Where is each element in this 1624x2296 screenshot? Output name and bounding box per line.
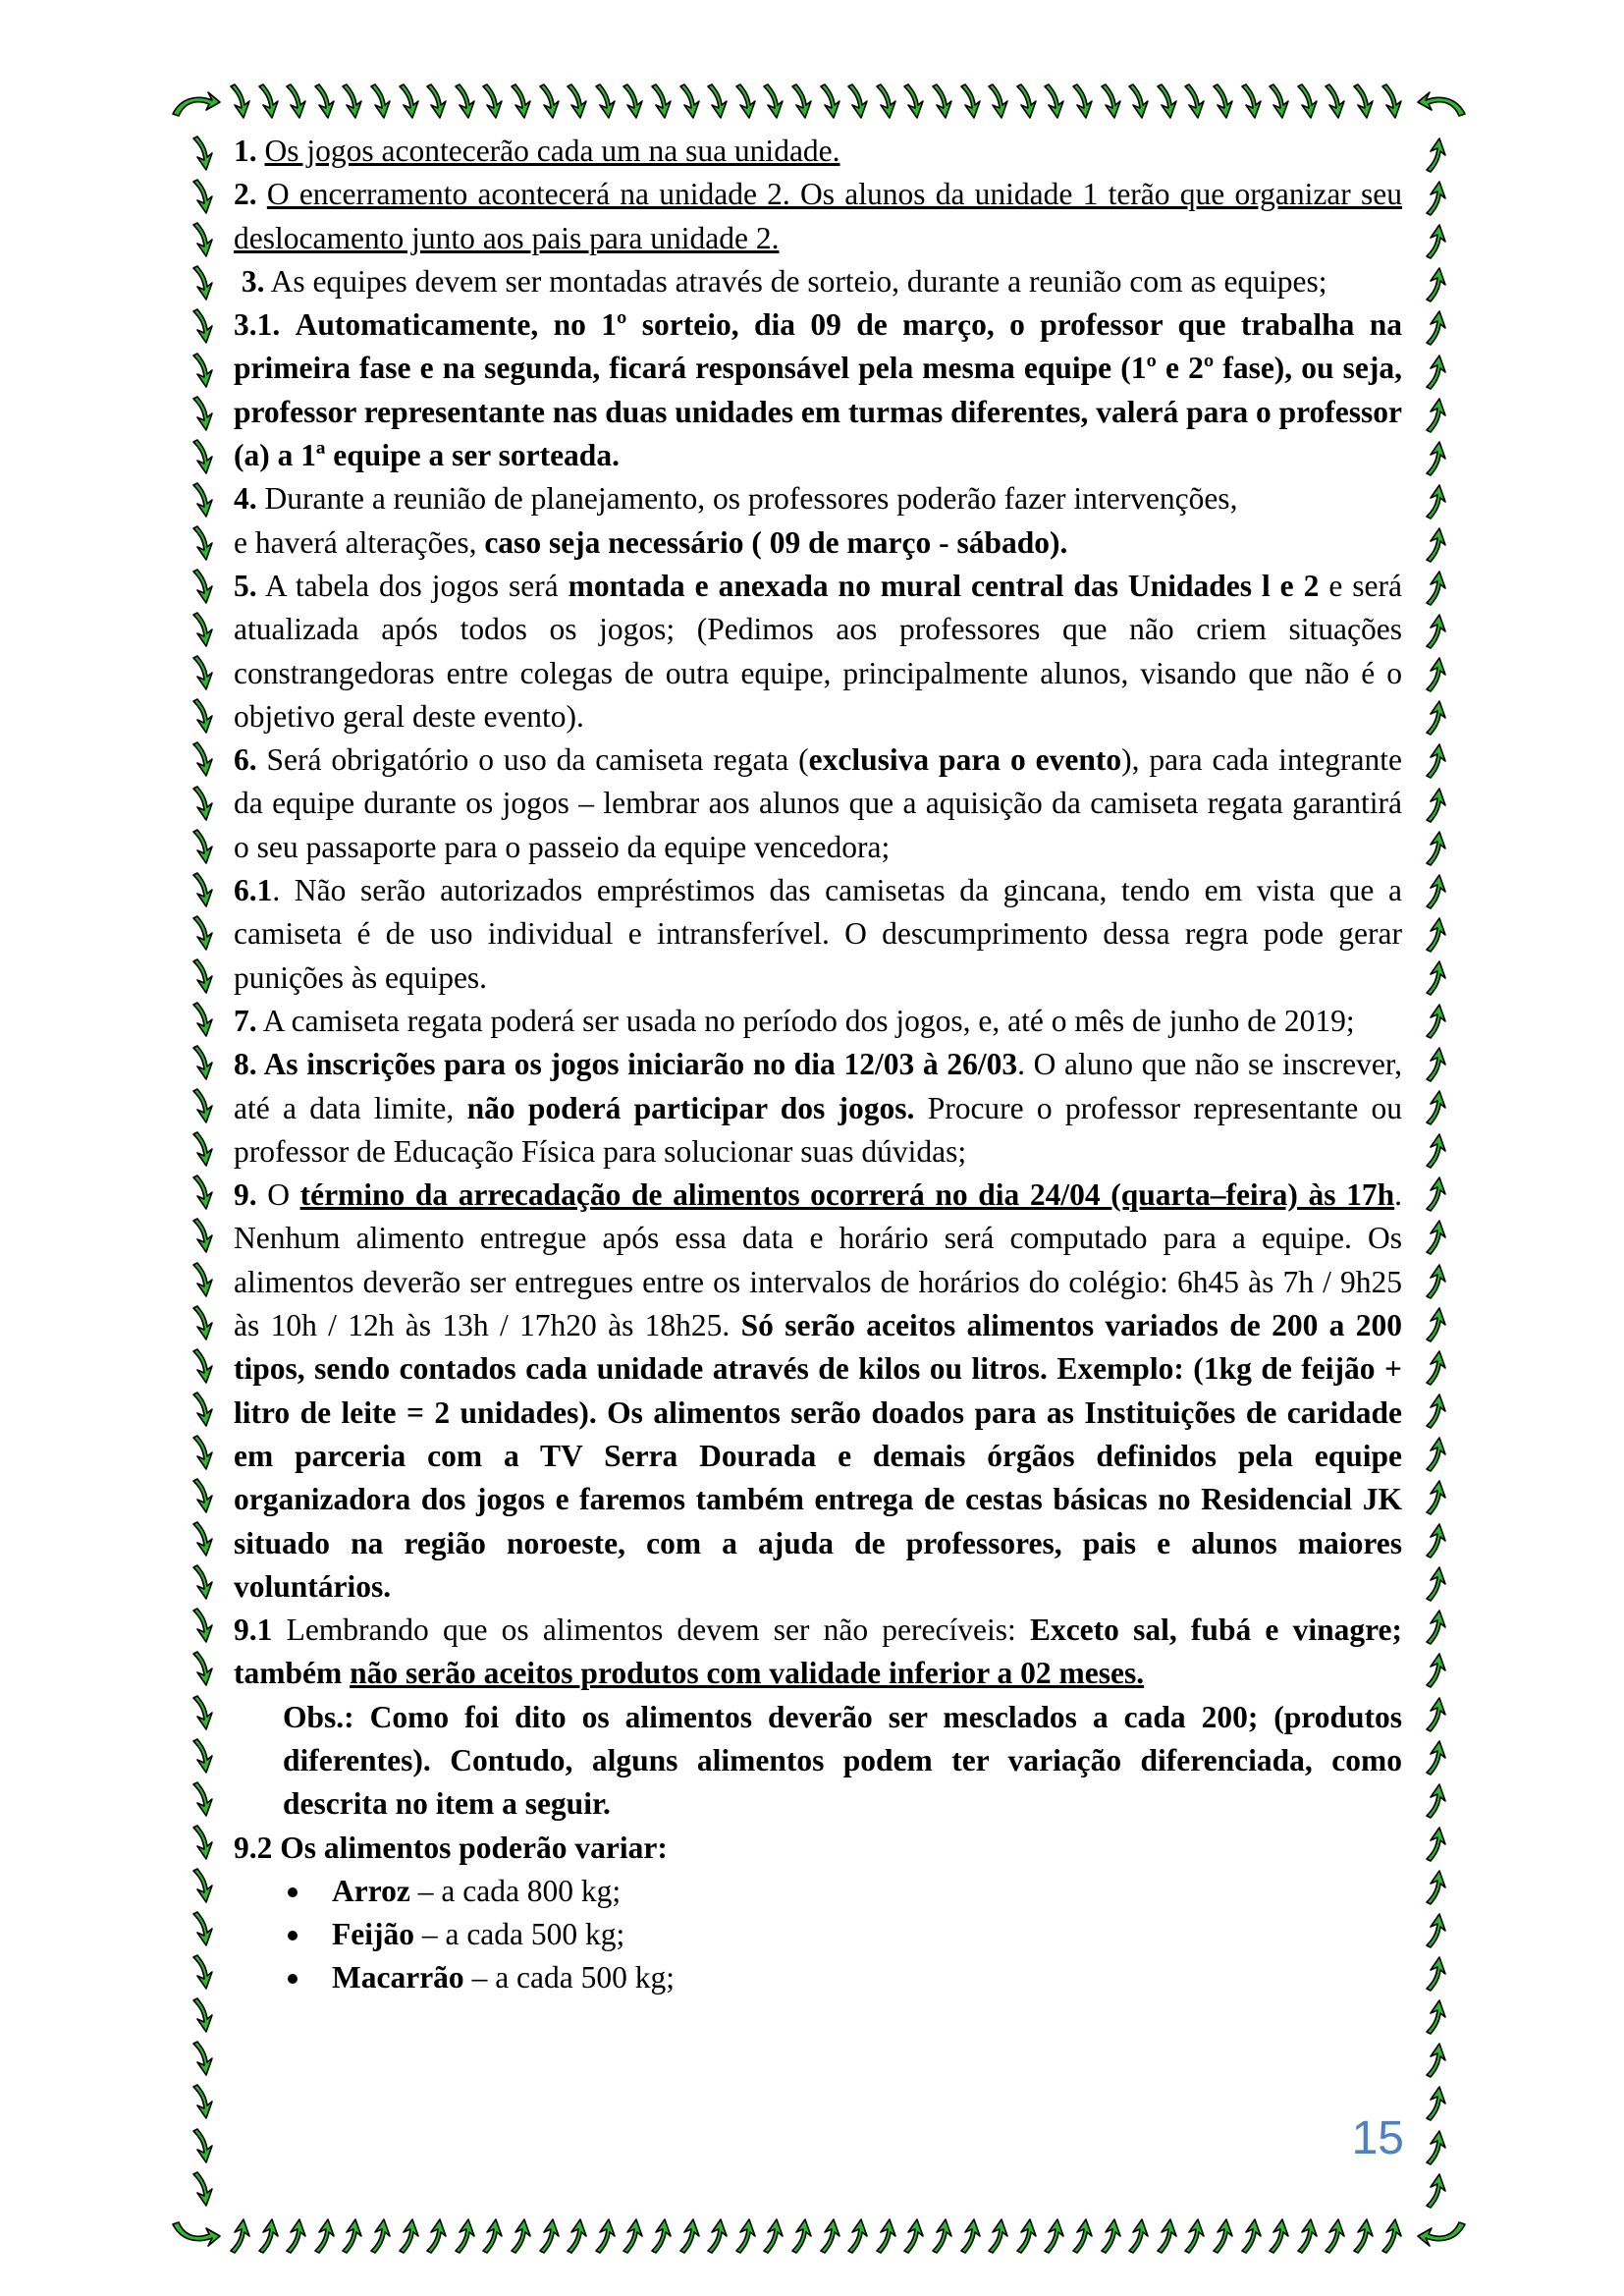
green-arrow-icon: [512, 84, 530, 118]
green-arrow-icon: [400, 2219, 418, 2253]
rule-9: 9. O término da arrecadação de alimentos ocorrerá no dia 24/04 (quarta–feira) às 17h. Nenhum alimento entregue após essa data e horário será computado para a equipe. Os alimentos deverão ser entregues entre os intervalos de horários do colégio: 6h45 às 7h / 9h25 às 10h / 12h às 13h / 17h20 às 18h25. Só serão aceitos alimentos variados de 200 a 200 tipos, sendo contados cada unidade através de kilos ou litros. Exemplo: (1kg de feijão + litro de leite = 2 unidades). Os alimentos serão doados para as Instituições de caridade em parceria com a TV Serra Dourada e demais órgãos definidos pela equipe organizadora dos jogos e faremos também entrega de cestas básicas no Residencial JK situado na região noroeste, com a ajuda de professores, pais e alunos maiores voluntários.: [234, 1177, 1403, 1604]
green-arrow-icon: [427, 84, 446, 118]
green-arrow-icon: [736, 2219, 755, 2253]
green-arrow-icon: [1427, 701, 1445, 735]
rule-9-1: 9.1 Lembrando que os alimentos devem ser não perecíveis: Exceto sal, fubá e vinagre; também não serão aceitos produtos com validade inferior a 02 meses.: [234, 1613, 1402, 1691]
green-arrow-icon: [1427, 2174, 1445, 2208]
green-arrow-icon: [764, 2219, 783, 2253]
rule-5: 5. A tabela dos jogos será montada e anexada no mural central das Unidades l e 2 e será atualizada após todos os jogos; (Pedimos aos professores que não criem situações constrangedoras entre colegas de outra equipe, principalmente alunos, visando que não é o objetivo geral deste evento).: [234, 568, 1402, 734]
green-arrow-icon: [1017, 2219, 1036, 2253]
green-arrow-icon: [193, 1175, 212, 1209]
green-arrow-icon: [427, 2219, 446, 2253]
green-arrow-icon: [193, 1609, 212, 1642]
green-arrow-icon: [512, 2219, 530, 2253]
green-arrow-icon: [877, 84, 895, 118]
green-arrow-icon: [1427, 1394, 1445, 1428]
green-arrow-icon: [193, 1479, 212, 1512]
green-arrow-icon: [193, 873, 212, 906]
green-arrow-icon: [904, 84, 923, 118]
green-arrow-icon: [1427, 1221, 1445, 1254]
green-arrow-icon: [193, 1696, 212, 1729]
green-arrow-icon: [193, 397, 212, 430]
green-arrow-icon: [1427, 2000, 1445, 2034]
food-variation-list: [234, 1870, 1402, 2000]
green-arrow-icon: [1354, 84, 1373, 118]
green-arrow-icon: [568, 84, 586, 118]
green-arrow-icon: [193, 2172, 212, 2206]
green-arrow-icon: [1427, 1177, 1445, 1211]
list-item: Macarrão – a cada 500 kg;: [234, 1956, 1402, 1999]
green-arrow-icon: [708, 84, 727, 118]
green-arrow-icon: [193, 1826, 212, 1859]
rule-6: 6. Será obrigatório o uso da camiseta regata (exclusiva para o evento), para cada integrante da equipe durante os jogos – lembrar aos alunos que a aquisição da camiseta regata garantirá o seu passaporte para o passeio da equipe vencedora;: [234, 742, 1403, 864]
green-arrow-icon: [193, 1652, 212, 1685]
green-arrow-icon: [1427, 1524, 1445, 1558]
green-arrow-icon: [1418, 92, 1465, 116]
green-arrow-icon: [1242, 2219, 1261, 2253]
green-arrow-icon: [193, 1869, 212, 1902]
green-arrow-icon: [848, 2219, 867, 2253]
green-arrow-icon: [1354, 2219, 1373, 2253]
green-arrow-icon: [1427, 2131, 1445, 2164]
green-arrow-icon: [540, 84, 559, 118]
green-arrow-icon: [989, 84, 1007, 118]
rule-9-2-title: 9.2 Os alimentos poderão variar:: [234, 1830, 668, 1865]
observation-note: Obs.: Como foi dito os alimentos deverão ser mesclados a cada 200; (produtos diferentes). Contudo, alguns alimentos podem ter variação diferenciada, como descrita no item a seguir.: [283, 1699, 1402, 1822]
green-arrow-icon: [1427, 1265, 1445, 1298]
green-arrow-icon: [193, 830, 212, 863]
green-arrow-icon: [1427, 1005, 1445, 1038]
green-arrow-icon: [1214, 84, 1232, 118]
rule-1: 1. Os jogos acontecerão cada um na sua unidade.: [234, 134, 840, 168]
green-arrow-icon: [400, 84, 418, 118]
green-arrow-icon: [821, 2219, 839, 2253]
green-arrow-icon: [1427, 789, 1445, 822]
list-item: Feijão – a cada 500 kg;: [234, 1913, 1402, 1956]
green-arrow-icon: [193, 656, 212, 689]
green-arrow-icon: [1427, 355, 1445, 389]
green-arrow-icon: [1017, 84, 1036, 118]
green-arrow-icon: [1427, 528, 1445, 562]
green-arrow-icon: [848, 84, 867, 118]
green-arrow-icon: [1129, 84, 1148, 118]
green-arrow-icon: [652, 84, 671, 118]
green-arrow-icon: [764, 84, 783, 118]
green-arrow-icon: [1427, 658, 1445, 691]
green-arrow-icon: [1427, 1828, 1445, 1861]
green-arrow-icon: [193, 1782, 212, 1816]
green-arrow-icon: [1427, 1481, 1445, 1514]
green-arrow-icon: [961, 84, 980, 118]
green-arrow-icon: [193, 1998, 212, 2032]
rule-3-1: 3.1. Automaticamente, no 1º sorteio, dia 09 de março, o professor que trabalha na primeira fase e na segunda, ficará responsável pela mesma equipe (1º e 2º fase), ou seja, professor representante nas duas unidades em turmas diferentes, valerá para o professor (a) a 1ª equipe a ser sorteada.: [234, 307, 1402, 473]
green-arrow-icon: [1427, 1654, 1445, 1687]
green-arrow-icon: [193, 1436, 212, 1469]
green-arrow-icon: [193, 1263, 212, 1296]
green-arrow-icon: [287, 2219, 305, 2253]
green-arrow-icon: [1382, 84, 1401, 118]
rules-text: [234, 130, 1402, 2000]
green-arrow-icon: [343, 84, 361, 118]
rule-8: 8. As inscrições para os jogos iniciarão no dia 12/03 à 26/03. O aluno que não se inscrever, até a data limite, não poderá participar dos jogos. Procure o professor representante ou professor de Educação Física para solucionar suas dúvidas;: [234, 1047, 1403, 1169]
green-arrow-icon: [193, 1393, 212, 1426]
green-arrow-icon: [1427, 961, 1445, 995]
green-arrow-icon: [1427, 615, 1445, 648]
green-arrow-icon: [193, 570, 212, 603]
green-arrow-icon: [193, 309, 212, 343]
green-arrow-icon: [877, 2219, 895, 2253]
green-arrow-icon: [1270, 84, 1288, 118]
green-arrow-icon: [1427, 1567, 1445, 1601]
green-arrow-icon: [1427, 1914, 1445, 1947]
green-arrow-icon: [193, 699, 212, 733]
green-arrow-icon: [173, 2222, 220, 2246]
green-arrow-icon: [1427, 2044, 1445, 2077]
green-arrow-icon: [193, 266, 212, 300]
green-arrow-icon: [1073, 2219, 1092, 2253]
green-arrow-icon: [193, 1003, 212, 1036]
green-arrow-icon: [1427, 1698, 1445, 1731]
green-arrow-icon: [708, 2219, 727, 2253]
green-arrow-icon: [1185, 84, 1204, 118]
green-arrow-icon: [483, 84, 502, 118]
green-arrow-icon: [1427, 442, 1445, 475]
green-arrow-icon: [1427, 1741, 1445, 1775]
green-arrow-icon: [371, 84, 390, 118]
green-arrow-icon: [193, 742, 212, 776]
rule-6-1: 6.1. Não serão autorizados empréstimos das camisetas da gincana, tendo em vista que a camiseta é de uso individual e intransferível. O descumprimento dessa regra pode gerar punições às equipes.: [234, 873, 1402, 995]
green-arrow-icon: [231, 84, 249, 118]
green-arrow-icon: [193, 1739, 212, 1773]
green-arrow-icon: [961, 2219, 980, 2253]
green-arrow-icon: [1045, 2219, 1063, 2253]
green-arrow-icon: [1427, 268, 1445, 301]
green-arrow-icon: [1427, 138, 1445, 172]
green-arrow-icon: [933, 84, 951, 118]
green-arrow-icon: [1427, 918, 1445, 952]
green-arrow-icon: [596, 2219, 615, 2253]
page-number: 15: [1351, 2112, 1404, 2164]
green-arrow-icon: [193, 483, 212, 517]
green-arrow-icon: [1185, 2219, 1204, 2253]
green-arrow-icon: [1298, 84, 1317, 118]
green-arrow-icon: [1427, 1957, 1445, 1991]
green-arrow-icon: [343, 2219, 361, 2253]
green-arrow-icon: [193, 613, 212, 646]
green-arrow-icon: [933, 2219, 951, 2253]
green-arrow-icon: [1427, 1438, 1445, 1471]
green-arrow-icon: [193, 2042, 212, 2075]
green-arrow-icon: [1427, 1048, 1445, 1081]
green-arrow-icon: [193, 959, 212, 993]
green-arrow-icon: [483, 2219, 502, 2253]
green-arrow-icon: [1102, 2219, 1120, 2253]
green-arrow-icon: [173, 92, 220, 116]
green-arrow-icon: [1427, 1134, 1445, 1168]
green-arrow-icon: [1158, 2219, 1176, 2253]
green-arrow-icon: [1242, 84, 1261, 118]
green-arrow-icon: [193, 2129, 212, 2162]
green-arrow-icon: [1427, 744, 1445, 778]
green-arrow-icon: [1427, 2087, 1445, 2120]
rule-2: 2. O encerramento acontecerá na unidade 2. Os alunos da unidade 1 terão que organizar seu deslocamento junto aos pais para unidade 2.: [234, 177, 1403, 255]
green-arrow-icon: [904, 2219, 923, 2253]
green-arrow-icon: [193, 1522, 212, 1556]
green-arrow-icon: [1427, 1091, 1445, 1124]
green-arrow-icon: [623, 2219, 642, 2253]
green-arrow-icon: [1045, 84, 1063, 118]
green-arrow-icon: [1427, 1351, 1445, 1385]
green-arrow-icon: [287, 84, 305, 118]
green-arrow-icon: [1427, 1308, 1445, 1341]
green-arrow-icon: [596, 84, 615, 118]
green-arrow-icon: [193, 440, 212, 473]
green-arrow-icon: [989, 2219, 1007, 2253]
green-arrow-icon: [1427, 485, 1445, 519]
green-arrow-icon: [1427, 1784, 1445, 1818]
green-arrow-icon: [1427, 1871, 1445, 1904]
green-arrow-icon: [1427, 832, 1445, 865]
green-arrow-icon: [193, 1219, 212, 1252]
green-arrow-icon: [623, 84, 642, 118]
green-arrow-icon: [259, 84, 278, 118]
green-arrow-icon: [456, 2219, 474, 2253]
green-arrow-icon: [821, 84, 839, 118]
green-arrow-icon: [1427, 311, 1445, 345]
green-arrow-icon: [680, 84, 699, 118]
green-arrow-icon: [193, 1349, 212, 1383]
green-arrow-icon: [568, 2219, 586, 2253]
rule-4: 4. Durante a reunião de planejamento, os professores poderão fazer intervenções, e haverá alterações, caso seja necessário ( 09 de março - sábado).: [234, 481, 1238, 560]
green-arrow-icon: [1418, 2222, 1465, 2246]
green-arrow-icon: [193, 1089, 212, 1122]
green-arrow-icon: [193, 2085, 212, 2118]
list-item: Arroz – a cada 800 kg;: [234, 1870, 1402, 1913]
green-arrow-icon: [259, 2219, 278, 2253]
green-arrow-icon: [193, 1565, 212, 1599]
green-arrow-icon: [1427, 182, 1445, 215]
green-arrow-icon: [1427, 1611, 1445, 1644]
green-arrow-icon: [1326, 84, 1344, 118]
green-arrow-icon: [1298, 2219, 1317, 2253]
green-arrow-icon: [193, 1046, 212, 1079]
rule-7: 7. A camiseta regata poderá ser usada no período dos jogos, e, até o mês de junho de 2019;: [234, 1003, 1355, 1038]
green-arrow-icon: [1427, 875, 1445, 908]
green-arrow-icon: [1427, 225, 1445, 258]
green-arrow-icon: [1129, 2219, 1148, 2253]
green-arrow-icon: [792, 2219, 811, 2253]
green-arrow-icon: [1158, 84, 1176, 118]
green-arrow-icon: [1427, 399, 1445, 432]
green-arrow-icon: [193, 1912, 212, 1945]
green-arrow-icon: [193, 916, 212, 950]
green-arrow-icon: [1382, 2219, 1401, 2253]
green-arrow-icon: [193, 180, 212, 213]
green-arrow-icon: [1214, 2219, 1232, 2253]
green-arrow-icon: [315, 84, 334, 118]
green-arrow-icon: [193, 1132, 212, 1166]
green-arrow-icon: [193, 526, 212, 560]
green-arrow-icon: [231, 2219, 249, 2253]
green-arrow-icon: [193, 1306, 212, 1339]
green-arrow-icon: [456, 84, 474, 118]
green-arrow-icon: [792, 84, 811, 118]
green-arrow-icon: [193, 787, 212, 820]
green-arrow-icon: [193, 137, 212, 170]
green-arrow-icon: [315, 2219, 334, 2253]
green-arrow-icon: [193, 223, 212, 256]
green-arrow-icon: [736, 84, 755, 118]
green-arrow-icon: [1270, 2219, 1288, 2253]
green-arrow-icon: [540, 2219, 559, 2253]
green-arrow-icon: [680, 2219, 699, 2253]
green-arrow-icon: [1326, 2219, 1344, 2253]
green-arrow-icon: [1102, 84, 1120, 118]
rule-3: 3. As equipes devem ser montadas através de sorteio, durante a reunião com as equipes;: [241, 263, 1327, 299]
green-arrow-icon: [1073, 84, 1092, 118]
green-arrow-icon: [371, 2219, 390, 2253]
green-arrow-icon: [652, 2219, 671, 2253]
green-arrow-icon: [1427, 572, 1445, 605]
green-arrow-icon: [193, 354, 212, 387]
green-arrow-icon: [193, 1955, 212, 1989]
